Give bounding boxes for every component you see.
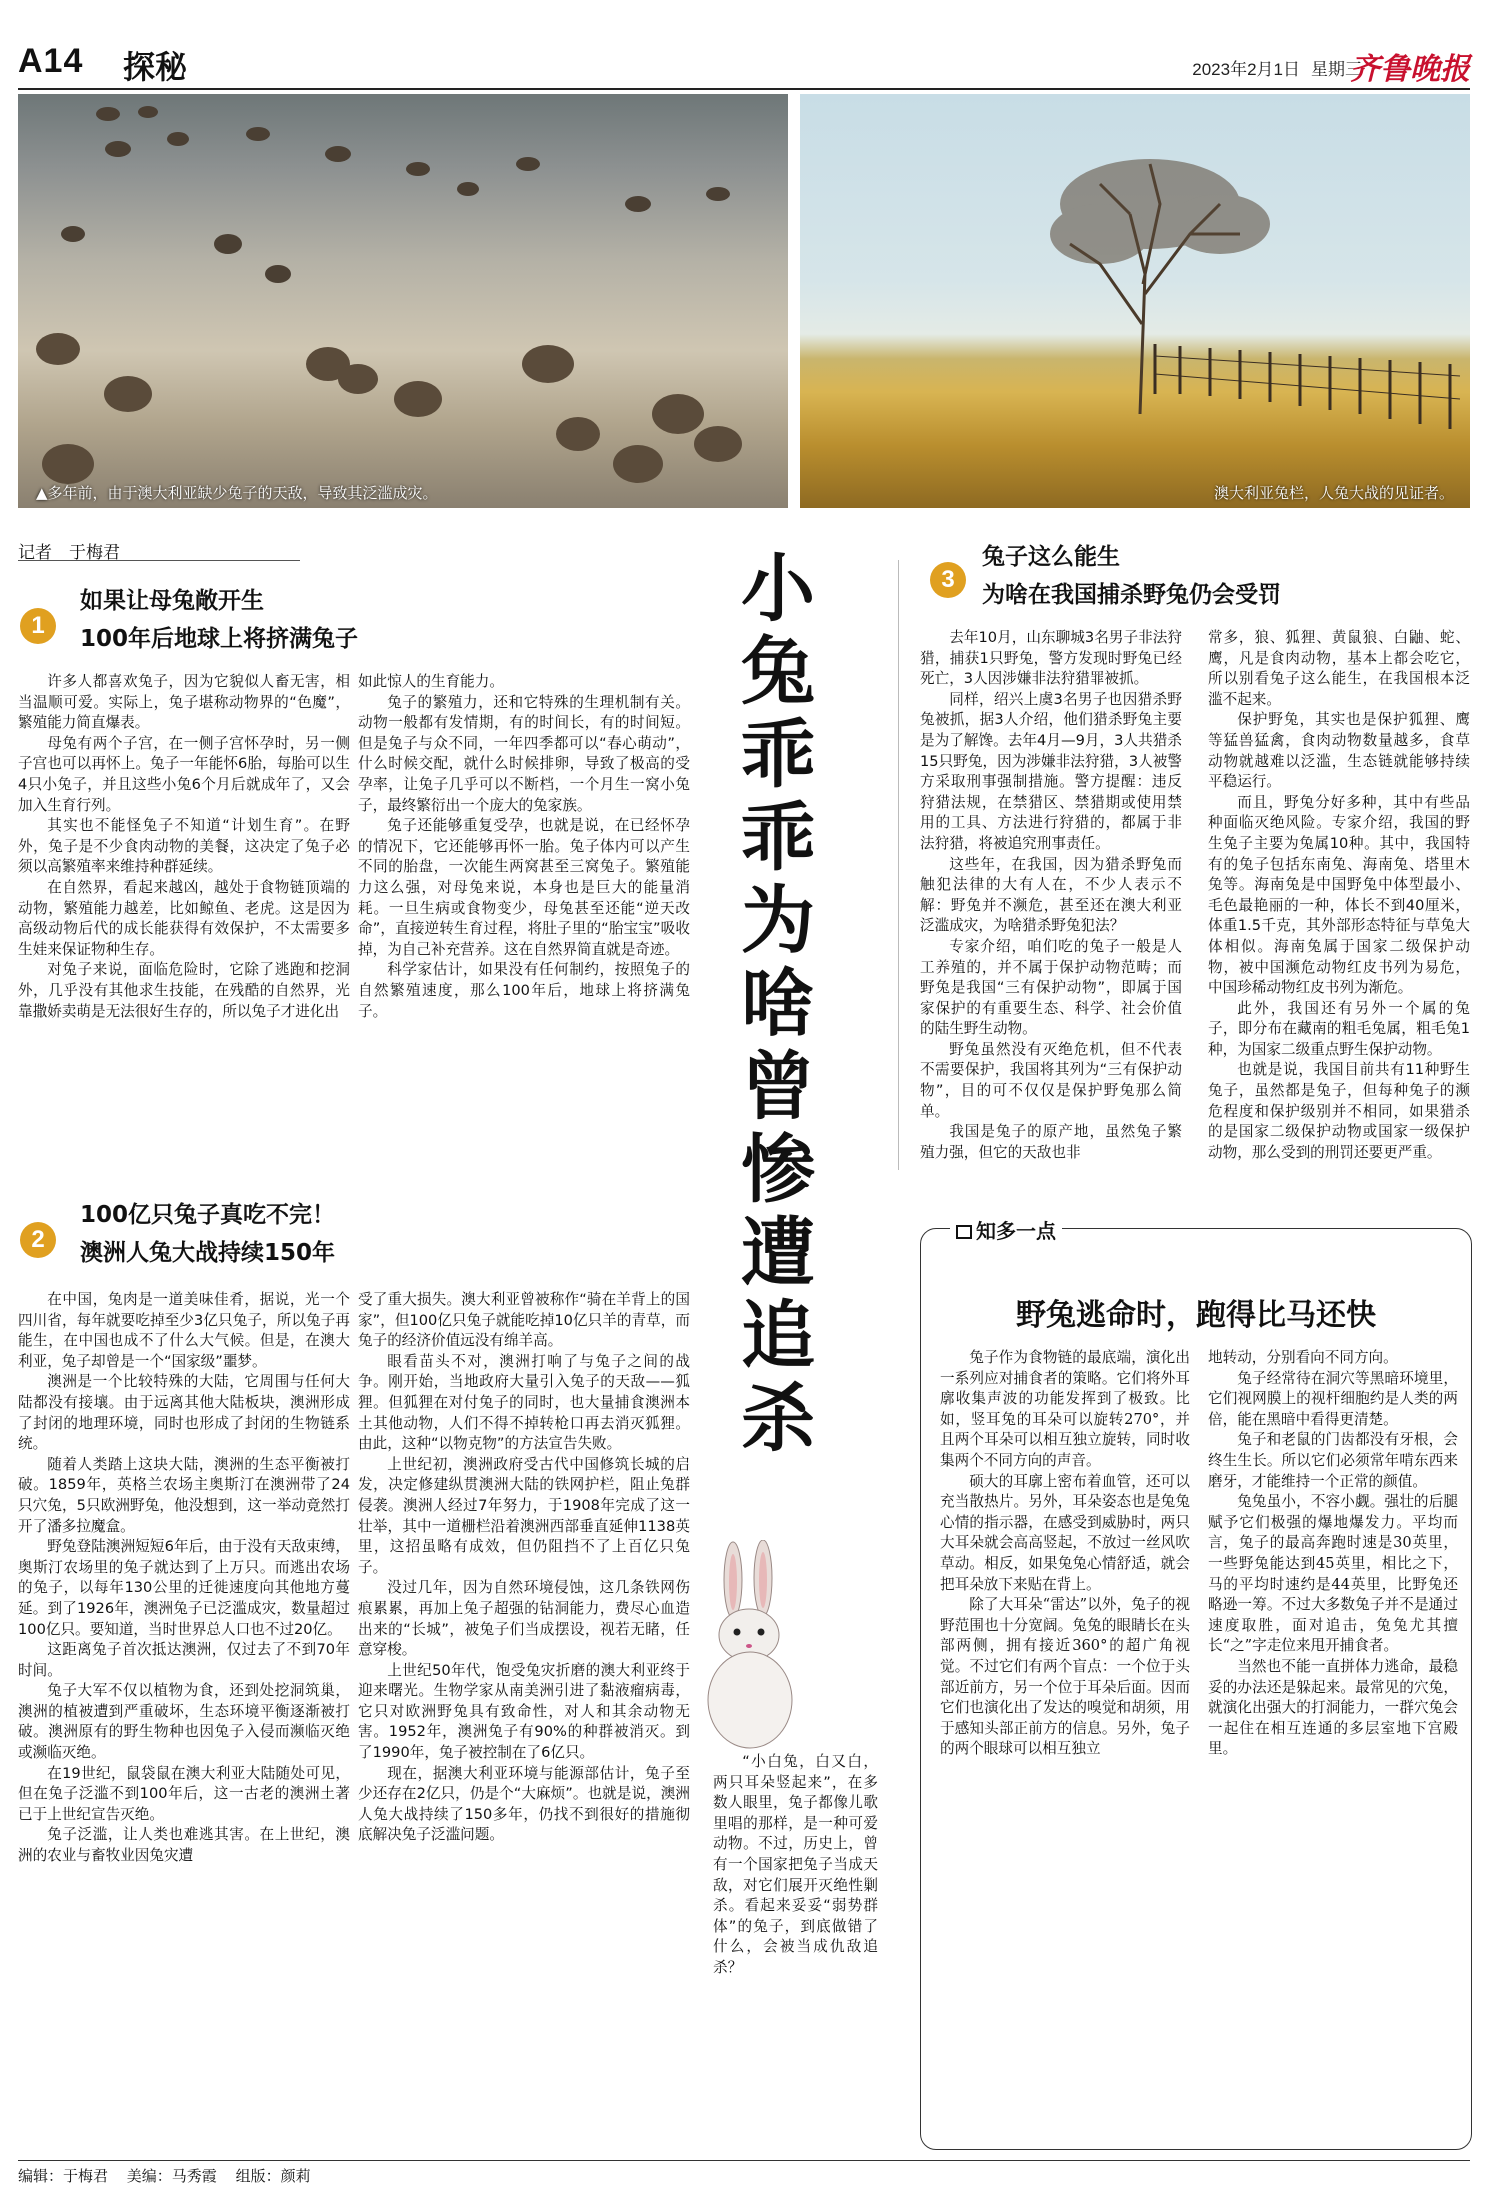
paragraph: 上世纪初，澳洲政府受古代中国修筑长城的启发，决定修建纵贯澳洲大陆的铁网护栏，阻止兔群侵袭。澳洲人经过7年努力，于1908年完成了这一壮举，其中一道栅栏沿着澳洲西部垂直延伸1138英里，这招虽略有成效，但仍阻挡不了上百亿只兔子。 (358, 1455, 690, 1576)
section3-column-b (1208, 628, 1470, 1163)
knowledge-tag (950, 1215, 1062, 1244)
lead-quote (713, 1752, 878, 1979)
section1-title-line1: 如果让母兔敞开生 (80, 588, 264, 614)
lead-quote-text: “小白兔，白又白，两只耳朵竖起来”，在多数人眼里，兔子都像儿歌里唱的那样，是一种可爱动物。不过，历史上，曾有一个国家把兔子当成天敌，对它们展开灭绝性剿杀。看起来妥妥“弱势群体”的兔子，到底做错了什么，会被当成仇敌追杀？ (713, 1753, 878, 1976)
section2-title-line1: 100亿只兔子真吃不完！ (80, 1202, 336, 1228)
knowledge-tag-label: 知多一点 (976, 1219, 1056, 1243)
paragraph: 去年10月，山东聊城3名男子非法狩猎，捕获1只野兔，警方发现时野兔已经死亡，3人因涉嫌非法狩猎罪被抓。 (920, 629, 1182, 688)
paragraph: 兔子大军不仅以植物为食，还到处挖洞筑巢，澳洲的植被遭到严重破坏，生态环境平衡逐渐被打破。澳洲原有的野生物种也因兔子入侵而濒临灭绝或濒临灭绝。 (18, 1682, 350, 1762)
paragraph: 而且，野兔分好多种，其中有些品种面临灭绝风险。专家介绍，我国的野生兔子主要为兔属10种。其中，我国特有的兔子包括东南兔、海南兔、塔里木兔等。海南兔是中国野兔中体型最小、毛色最艳丽的一种，体长不到40厘米，体重1.5千克，其外部形态特征与草兔大体相似。海南兔属于国家二级保护动物，被中国濒危动物红皮书列为易危，中国珍稀动物红皮书列为渐危。 (1208, 793, 1470, 997)
newspaper-logo: 齐鲁晚报 (1350, 52, 1470, 87)
footer-art-editor: 美编：马秀霞 (126, 2167, 217, 2185)
right-photo-caption: 澳大利亚兔栏，人兔大战的见证者。 (1213, 484, 1454, 502)
paragraph: 在19世纪，鼠袋鼠在澳大利亚大陆随处可见，但在兔子泛滥不到100年后，这一古老的澳洲土著已于上世纪宣告灭绝。 (18, 1764, 350, 1823)
paragraph: 如此惊人的生育能力。 (358, 673, 504, 690)
footer-editor: 编辑：于梅君 (18, 2167, 109, 2185)
paragraph: 保护野兔，其实也是保护狐狸、鹰等猛兽猛禽，食肉动物数量越多，食草动物就越难以泛滥，生态链就能够持续平稳运行。 (1208, 711, 1470, 791)
column-divider (898, 560, 899, 1170)
section2-column-b (358, 1290, 690, 1846)
left-photo-caption: ▲多年前，由于澳大利亚缺少兔子的天敌，导致其泛滥成灾。 (36, 484, 438, 502)
paragraph: 兔子和老鼠的门齿都没有牙根，会终生生长。所以它们必须常年啃东西来磨牙，才能维持一个正常的颜值。 (1208, 1431, 1458, 1490)
paragraph: 母兔有两个子宫，在一侧子宫怀孕时，另一侧子宫也可以再怀上。兔子一年能怀6胎，每胎可以生4只小兔子，并且这些小兔6个月后就成年了，又会加入生育行列。 (18, 734, 350, 814)
section3-column-a (920, 628, 1182, 1163)
paragraph: 当然也不能一直拼体力逃命，最稳妥的办法还是躲起来。最常见的穴兔，就演化出强大的打洞能力，一群穴兔会一起住在相互连通的多层室地下宫殿里。 (1208, 1657, 1458, 1758)
paragraph: 野兔登陆澳洲短短6年后，由于没有天敌束缚，奥斯汀农场里的兔子就达到了上万只。而逃出农场的兔子，以每年130公里的迁徙速度向其他地方蔓延。到了1926年，澳洲兔子已泛滥成灾，数量超过100亿只。要知道，当时世界总人口也不过20亿。 (18, 1538, 350, 1638)
paragraph: 这距离兔子首次抵达澳洲，仅过去了不到70年时间。 (18, 1641, 350, 1679)
paragraph: 随着人类踏上这块大陆，澳洲的生态平衡被打破。1859年，英格兰农场主奥斯汀在澳洲带了24只穴兔，5只欧洲野兔，他没想到，这一举动竟然打开了潘多拉魔盒。 (18, 1455, 350, 1535)
section2-column-a (18, 1290, 350, 1867)
paragraph: 上世纪50年代，饱受兔灾折磨的澳大利亚终于迎来曙光。生物学家从南美洲引进了黏液瘤病毒，它只对欧洲野兔具有致命性，对人和其余动物无害。1952年，澳洲兔子有90%的种群被消灭。到了1990年，兔子被控制在了6亿只。 (358, 1661, 690, 1762)
issue-weekday: 星期三 (1311, 60, 1362, 80)
footer-layout: 组版：颜莉 (235, 2167, 311, 2185)
section3-number: 3 (930, 562, 966, 598)
paragraph: 此外，我国还有另外一个属的兔子，即分布在藏南的粗毛兔属，粗毛兔1种，为国家二级重点野生保护动物。 (1208, 999, 1470, 1058)
paragraph: 兔子作为食物链的最底端，演化出一系列应对捕食者的策略。它们将外耳廓收集声波的功能发挥到了极致。比如，竖耳兔的耳朵可以旋转270°，并且两个耳朵可以相互独立旋转，同时收集两个不同方向的声音。 (940, 1349, 1190, 1469)
knowledge-title: 野兔逃命时，跑得比马还快 (1016, 1298, 1376, 1333)
paragraph: 兔子泛滥，让人类也难逃其害。在上世纪，澳洲的农业与畜牧业因兔灾遭 (18, 1826, 350, 1865)
paragraph: 眼看苗头不对，澳洲打响了与兔子之间的战争。刚开始，当地政府大量引入兔子的天敌——狐狸。但狐狸在对付兔子的同时，也大量捕食澳洲本土其他动物，人们不得不掉转枪口再去消灭狐狸。由此，这种“以物克物”的方法宣告失败。 (358, 1352, 690, 1453)
paragraph: 也就是说，我国目前共有11种野生兔子，虽然都是兔子，但每种兔子的濒危程度和保护级别并不相同，如果猎杀的是国家二级保护动物或国家一级保护动物，那么受到的刑罚还要更严重。 (1208, 1061, 1470, 1161)
paragraph: 没过几年，因为自然环境侵蚀，这几条铁网伤痕累累，再加上兔子超强的钻洞能力，费尽心血造出来的“长城”，被兔子们当成摆设，视若无睹，任意穿梭。 (358, 1579, 690, 1659)
paragraph: 常多，狼、狐狸、黄鼠狼、白鼬、蛇、鹰，凡是食肉动物，基本上都会吃它，所以别看兔子这么能生，在我国根本泛滥不起来。 (1208, 629, 1470, 708)
rabbits-illustration (18, 94, 788, 508)
paragraph: 现在，据澳大利亚环境与能源部估计，兔子至少还存在2亿只，仍是个“大麻烦”。也就是说，澳洲人兔大战持续了150多年，仍找不到很好的措施彻底解决兔子泛滥问题。 (358, 1764, 690, 1844)
white-rabbit-picture (695, 1540, 800, 1750)
section3-title-line1: 兔子这么能生 (982, 544, 1120, 570)
paragraph: 科学家估计，如果没有任何制约，按照兔子的自然繁殖速度，那么100年后，地球上将挤满兔子。 (358, 961, 690, 1020)
section1-title-line2: 100年后地球上将挤满兔子 (80, 626, 359, 652)
reporter-byline: 记者 于梅君 (18, 543, 120, 563)
book-icon (956, 1225, 972, 1239)
paragraph: 野兔虽然没有灭绝危机，但不代表不需要保护，我国将其列为“三有保护动物”，目的可不仅仅是保护野兔那么简单。 (920, 1040, 1182, 1120)
paragraph: 专家介绍，咱们吃的兔子一般是人工养殖的，并不属于保护动物范畴；而野兔是我国“三有保护动物”，即属于国家保护的有重要生态、科学、社会价值的陆生野生动物。 (920, 937, 1182, 1038)
paragraph: 许多人都喜欢兔子，因为它貌似人畜无害，相当温顺可爱。实际上，兔子堪称动物界的“色魔”，繁殖能力简直爆表。 (18, 673, 350, 732)
paragraph: 兔子还能够重复受孕，也就是说，在已经怀孕的情况下，它还能够再怀一胎。兔子体内可以产生不同的胎盘，一次能生两窝甚至三窝兔子。繁殖能力这么强，对母兔来说，本身也是巨大的能量消耗。一旦生病或食物变少，母兔甚至还能“逆天改命”，直接逆转生育过程，将肚子里的“胎宝宝”吸收掉，为自己补充营养。这在自然界简直就是奇迹。 (358, 817, 690, 958)
section3-title-line2: 为啥在我国捕杀野兔仍会受罚 (982, 582, 1281, 608)
rabbits-field-photo (18, 94, 788, 508)
paragraph: 硕大的耳廓上密布着血管，还可以充当散热片。另外，耳朵姿态也是兔兔心情的指示器，在感受到威胁时，两只大耳朵就会高高竖起，不放过一丝风吹草动。相反，如果兔兔心情舒适，就会把耳朵放下来贴在背上。 (940, 1472, 1190, 1593)
paragraph: 在中国，兔肉是一道美味佳肴，据说，光一个四川省，每年就要吃掉至少3亿只兔子，所以兔子再能生，在中国也成不了什么大气候。但是，在澳大利亚，兔子却曾是一个“国家级”噩梦。 (18, 1291, 350, 1370)
rabbit-fence-photo (800, 94, 1470, 508)
page-number: A14 (18, 42, 84, 80)
page-header (18, 0, 1470, 90)
section1-number: 1 (20, 608, 56, 644)
paragraph: 兔兔虽小，不容小觑。强壮的后腿赋予它们极强的爆地爆发力。平均而言，兔子的最高奔跑时速是30英里，一些野兔能达到45英里，相比之下，马的平均时速约是44英里，比野兔还略逊一筹。不过大多数兔子并不是通过速度取胜，面对追击，兔兔尤其擅长“之”字走位来甩开捕食者。 (1208, 1493, 1458, 1655)
paragraph: 这些年，在我国，因为猎杀野兔而触犯法律的大有人在，不少人表示不解：野兔并不濒危，甚至还在澳大利亚泛滥成灾，为啥猎杀野兔犯法？ (920, 855, 1182, 935)
main-headline: 小兔乖乖为啥曾惨遭追杀 (741, 546, 815, 1462)
rabbit-icon (695, 1540, 800, 1750)
paragraph: 我国是兔子的原产地，虽然兔子繁殖力强，但它的天敌也非 (920, 1123, 1182, 1161)
paragraph: 受了重大损失。澳大利亚曾被称作“骑在羊背上的国家”，但100亿只兔子就能吃掉10亿只羊的青草，而兔子的经济价值远没有绵羊高。 (358, 1291, 690, 1350)
paragraph: 除了大耳朵“雷达”以外，兔子的视野范围也十分宽阔。兔兔的眼睛长在头部两侧，拥有接近360°的超广角视觉。不过它们有两个盲点：一个位于头部近前方，另一个位于耳朵后面。因而它们也演化出了发达的嗅觉和胡须，用于感知头部正前方的信息。另外，兔子的两个眼球可以相互独立 (940, 1596, 1190, 1758)
paragraph: 在自然界，看起来越凶，越处于食物链顶端的动物，繁殖能力越差，比如鲸鱼、老虎。这是因为高级动物后代的成长能获得有效保护，不太需要多生娃来保证物种生存。 (18, 878, 350, 958)
paragraph: 其实也不能怪兔子不知道“计划生育”。在野外，兔子是不少食肉动物的美餐，这决定了兔子必须以高繁殖率来维持种群延续。 (18, 817, 350, 876)
section2-number: 2 (20, 1222, 56, 1258)
section1-column-b (358, 672, 690, 1022)
section1-column-a (18, 672, 350, 1022)
paragraph: 兔子的繁殖力，还和它特殊的生理机制有关。动物一般都有发情期，有的时间长，有的时间短。但是兔子与众不同，一年四季都可以“春心萌动”，什么时候交配，就什么时候排卵，导致了极高的受孕率，让兔子几乎可以不断档，一个月生一窝小兔子，最终繁衍出一个庞大的兔家族。 (358, 693, 690, 814)
knowledge-column-b (1208, 1348, 1458, 1760)
paragraph: 兔子经常待在洞穴等黑暗环境里，它们视网膜上的视杆细胞约是人类的两倍，能在黑暗中看得更清楚。 (1208, 1369, 1458, 1428)
section-name: 探秘 (123, 48, 188, 86)
paragraph: 地转动，分别看向不同方向。 (1208, 1349, 1398, 1366)
section2-title-line2: 澳洲人兔大战持续150年 (80, 1240, 336, 1266)
page-footer (18, 2160, 1470, 2185)
knowledge-column-a (940, 1348, 1190, 1760)
paragraph: 对兔子来说，面临危险时，它除了逃跑和挖洞外，几乎没有其他求生技能，在残酷的自然界，光靠撒娇卖萌是无法很好生存的，所以兔子才进化出 (18, 961, 350, 1020)
issue-date: 2023年2月1日 (1192, 60, 1300, 79)
paragraph: 澳洲是一个比较特殊的大陆，它周围与任何大陆都没有接壤。由于远离其他大陆板块，澳洲形成了封闭的地理环境，同时也形成了封闭的生物链系统。 (18, 1373, 350, 1453)
paragraph: 同样，绍兴上虞3名男子也因猎杀野兔被抓，据3人介绍，他们猎杀野兔主要是为了解馋。去年4月—9月，3人共猎杀15只野兔，因为涉嫌非法狩猎，3人被警方采取刑事强制措施。警方提醒：违反狩猎法规，在禁猎区、禁猎期或使用禁用的工具、方法进行狩猎的，都属于非法狩猎，将被追究刑事责任。 (920, 690, 1182, 852)
tree-fence-illustration (800, 94, 1470, 508)
byline-divider (18, 560, 300, 561)
